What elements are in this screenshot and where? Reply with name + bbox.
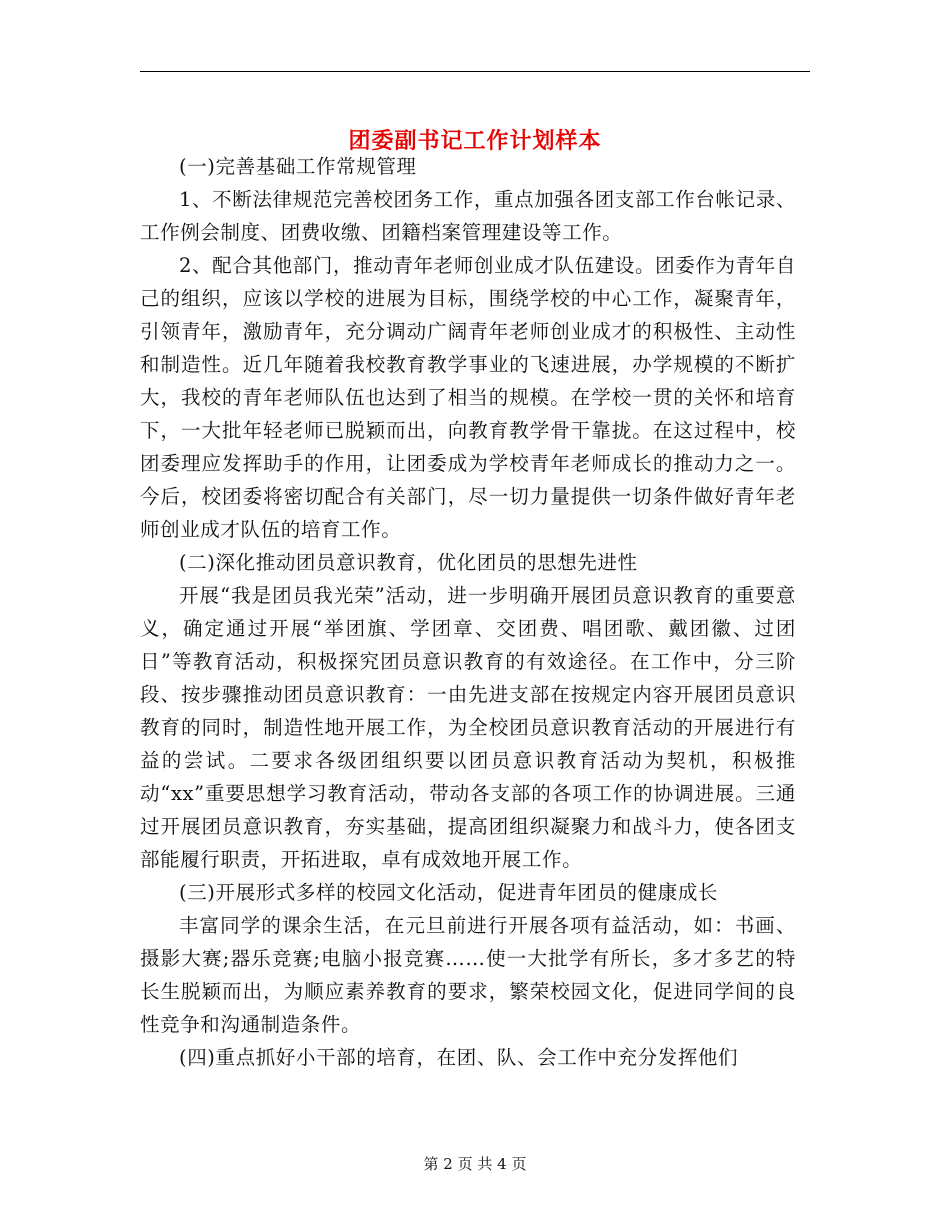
body-paragraph: 1、不断法律规范完善校团务工作，重点加强各团支部工作台帐记录、工作例会制度、团费收缴、团籍档案管理建设等工作。 — [140, 188, 796, 244]
section-heading-2: (二)深化推动团员意识教育，优化团员的思想先进性 — [179, 551, 638, 574]
section-heading-1: (一)完善基础工作常规管理 — [179, 155, 417, 178]
body-paragraph: 开展“我是团员我光荣”活动，进一步明确开展团员意识教育的重要意义，确定通过开展“举团旗、学团章、交团费、唱团歌、戴团徽、过团日”等教育活动，积极探究团员意识教育的有效途径。在工作中，分三阶段、按步骤推动团员意识教育：一由先进支部在按规定内容开展团员意识教育的同时，制造性地开展工作，为全校团员意识教育活动的开展进行有益的尝试。二要求各级团组织要以团员意识教育活动为契机，积极推动“xx”重要思想学习教育活动，带动各支部的各项工作的协调进展。三通过开展团员意识教育，夯实基础，提高团组织凝聚力和战斗力，使各团支部能履行职责，开拓进取，卓有成效地开展工作。 — [140, 584, 796, 871]
header-rule — [140, 71, 810, 72]
section-heading-4: (四)重点抓好小干部的培育，在团、队、会工作中充分发挥他们 — [179, 1046, 739, 1069]
page-number-footer: 第 2 页 共 4 页 — [423, 1155, 527, 1173]
document-body — [140, 150, 796, 1074]
body-paragraph: 丰富同学的课余生活，在元旦前进行开展各项有益活动，如：书画、摄影大赛;器乐竞赛;电脑小报竞赛……使一大批学有所长，多才多艺的特长生脱颖而出，为顺应素养教育的要求，繁荣校园文化，促进同学间的良性竞争和沟通制造条件。 — [140, 914, 796, 1036]
section-heading-3: (三)开展形式多样的校园文化活动，促进青年团员的健康成长 — [179, 881, 719, 904]
body-paragraph: 2、配合其他部门，推动青年老师创业成才队伍建设。团委作为青年自己的组织，应该以学校的进展为目标，围绕学校的中心工作，凝聚青年，引领青年，激励青年，充分调动广阔青年老师创业成才的积极性、主动性和制造性。近几年随着我校教育教学事业的飞速进展，办学规模的不断扩大，我校的青年老师队伍也达到了相当的规模。在学校一贯的关怀和培育下，一大批年轻老师已脱颖而出，向教育教学骨干靠拢。在这过程中，校团委理应发挥助手的作用，让团委成为学校青年老师成长的推动力之一。今后，校团委将密切配合有关部门，尽一切力量提供一切条件做好青年老师创业成才队伍的培育工作。 — [140, 254, 796, 541]
document-title: 团委副书记工作计划样本 — [348, 127, 602, 154]
